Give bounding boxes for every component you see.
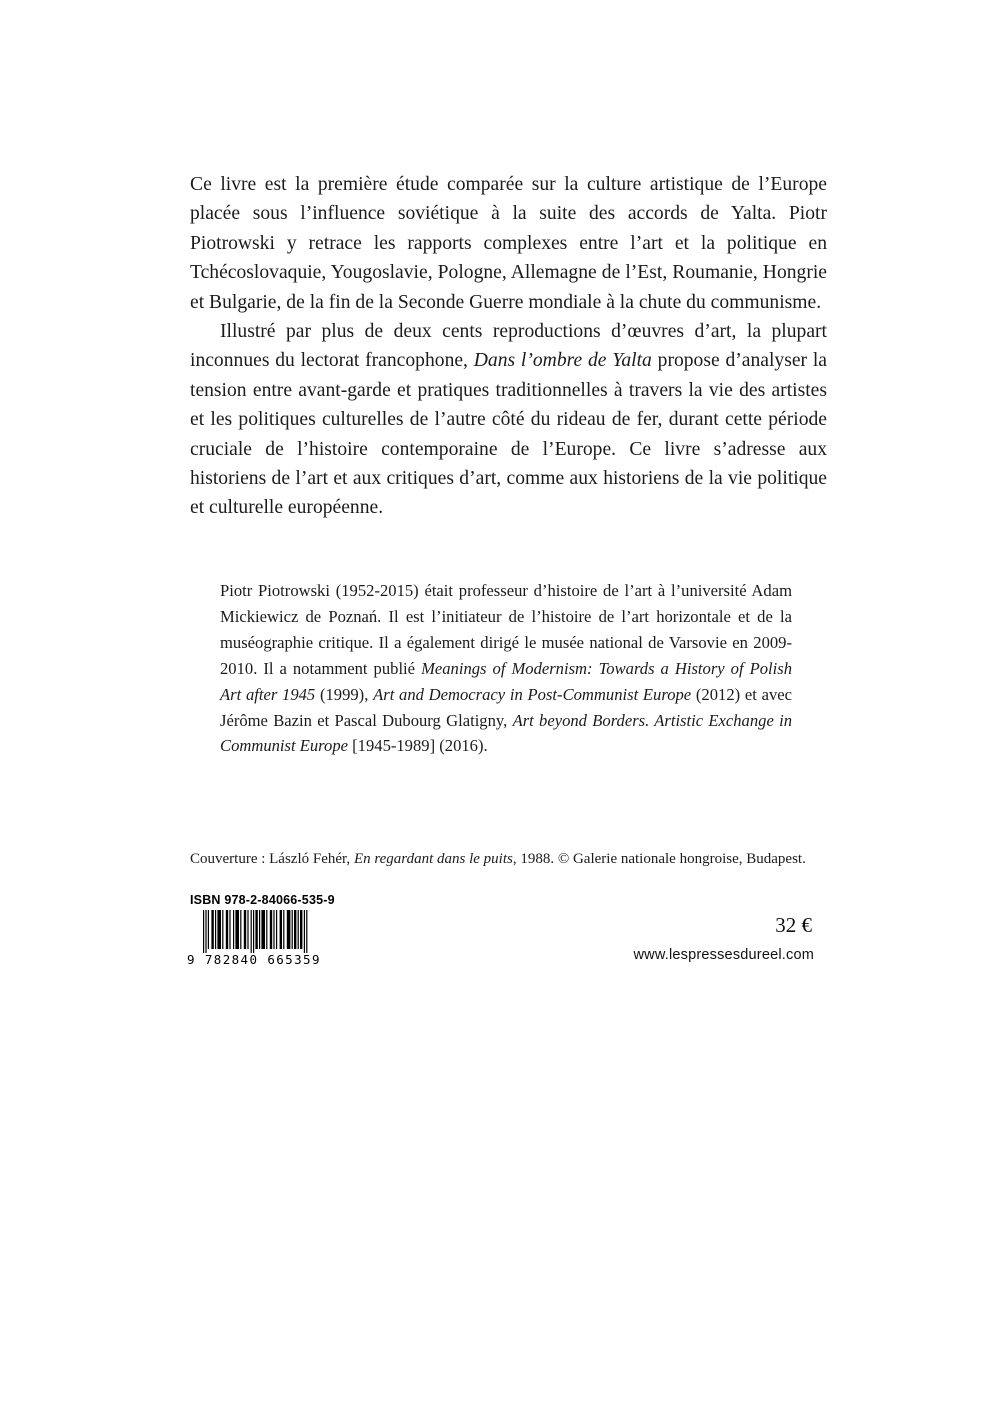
- price: 32 €: [775, 913, 812, 937]
- isbn-label: ISBN 978-2-84066-535-9: [190, 893, 335, 907]
- description-block: [190, 170, 827, 523]
- barcode-digits: 9 782840 665359: [187, 952, 321, 967]
- description-paragraph-2: Illustré par plus de deux cents reproductions d’œuvres d’art, la plupart inconnues du lectorat francophone, Dans l’ombre de Yalta propose d’analyser la tension entre avant-garde et pratiques traditionnelles à travers la vie des artistes et les politiques culturelles de l’autre côté du rideau de fer, durant cette période cruciale de l’histoire contemporaine de l’Europe. Ce livre s’adresse aux historiens de l’art et aux critiques d’art, comme aux historiens de la vie politique et culturelle européenne.: [190, 321, 827, 519]
- publisher-website: www.lespressesdureel.com: [633, 947, 814, 963]
- barcode: [203, 910, 309, 953]
- author-bio: Piotr Piotrowski (1952-2015) était professeur d’histoire de l’art à l’université Adam Mickiewicz de Poznań. Il est l’initiateur de l’histoire de l’art horizontale et de la muséographie critique. Il a également dirigé le musée national de Varsovie en 2009-2010. Il a notamment publié Meanings of Modernism: Towards a History of Polish Art after 1945 (1999), Art and Democracy in Post-Communist Europe (2012) et avec Jérôme Bazin et Pascal Dubourg Glatigny, Art beyond Borders. Artistic Exchange in Communist Europe [1945-1989] (2016).: [220, 581, 793, 756]
- barcode-image: [203, 910, 309, 953]
- cover-credit: Couverture : László Fehér, En regardant dans le puits, 1988. © Galerie nationale hongroise, Budapest.: [190, 851, 806, 867]
- description-paragraph-1: Ce livre est la première étude comparée sur la culture artistique de l’Europe placée sous l’influence soviétique à la suite des accords de Yalta. Piotr Piotrowski y retrace les rapports complexes entre l’art et la politique en Tchécoslovaquie, Yougoslavie, Pologne, Allemagne de l’Est, Roumanie, Hongrie et Bulgarie, de la fin de la Seconde Guerre mondiale à la chute du communisme.: [190, 174, 827, 313]
